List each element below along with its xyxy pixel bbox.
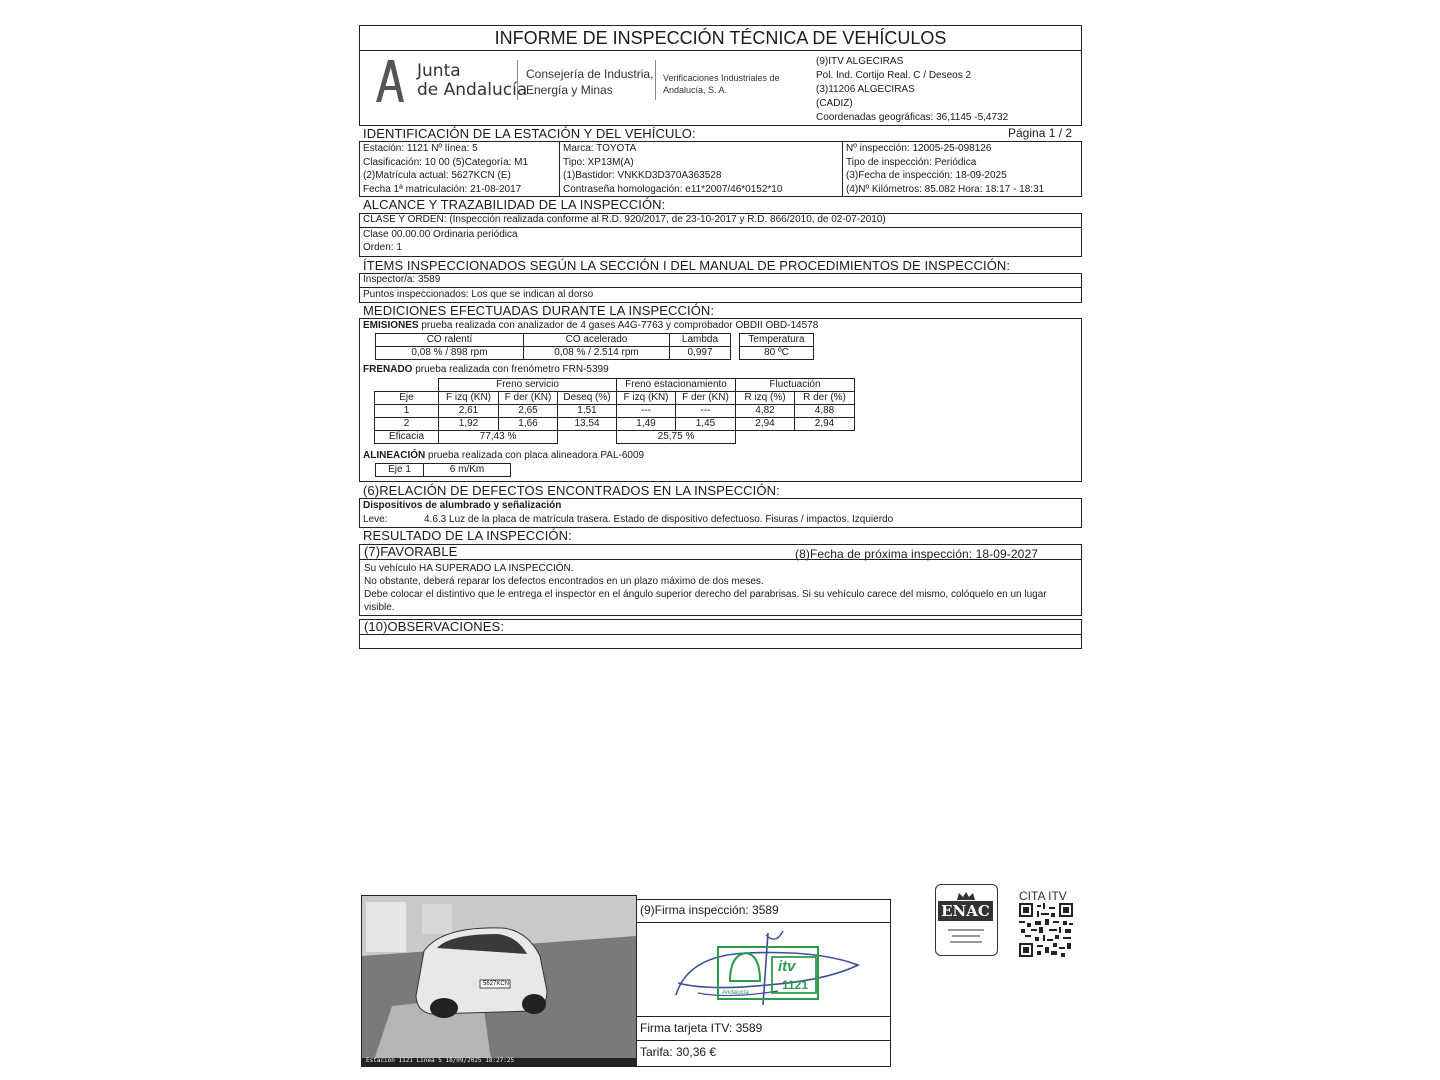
id-field: Tipo de inspección: Periódica — [846, 156, 977, 168]
frenado-group: Freno estacionamiento — [617, 379, 736, 392]
frenado-cell: 13,54 — [558, 418, 617, 431]
station-info-line: (3)11206 ALGECIRAS — [816, 84, 915, 95]
consejeria-line1: Consejería de Industria, — [526, 67, 654, 81]
stamp-itv: itv — [778, 958, 796, 975]
photo-caption: Estacion 1121 Linea 5 18/09/2025 18:27:25 — [366, 1057, 515, 1064]
station-info-line: Coordenadas geográficas: 36,1145 -5,4732 — [816, 112, 1009, 123]
section-items-heading: ÍTEMS INSPECCIONADOS SEGÚN LA SECCIÓN I DEL MANUAL DE PROCEDIMIENTOS DE INSPECCIÓN: — [363, 258, 1011, 273]
temperatura-header: Temperatura — [740, 334, 814, 347]
id-col-station — [363, 142, 528, 196]
id-field: Marca: TOYOTA — [563, 143, 637, 154]
frenado-row — [375, 418, 855, 431]
resultado-line: visible. — [364, 602, 395, 613]
frenado-cell: 4,82 — [736, 405, 795, 418]
id-field: (4)Nº Kilómetros: 85.082 Hora: 18:17 - 18:31 — [846, 183, 1045, 195]
alineacion-line — [363, 450, 644, 462]
frenado-header: R izq (%) — [736, 392, 795, 405]
id-field: Clasificación: 10 00 (5)Categoría: M1 — [363, 156, 529, 168]
frenado-row — [375, 405, 855, 418]
id-col-vehicle — [563, 142, 782, 196]
id-field: Fecha 1ª matriculación: 21-08-2017 — [363, 183, 522, 195]
enac-badge — [935, 884, 998, 956]
frenado-cell: 1 — [375, 405, 439, 418]
signature-divider — [636, 1016, 891, 1017]
frenado-cell: 1,49 — [617, 418, 676, 431]
frenado-header: F izq (KN) — [617, 392, 676, 405]
emisiones-value: 0,997 — [670, 347, 731, 360]
cita-qr-code[interactable] — [1019, 903, 1073, 957]
alineacion-table — [375, 463, 511, 477]
consejeria-line2: Energía y Minas — [526, 83, 613, 97]
logo-divider-2 — [655, 60, 656, 100]
frenado-cell: 2,94 — [736, 418, 795, 431]
photo-plate: 5627KCN — [482, 981, 509, 987]
logo-divider — [517, 60, 518, 100]
frenado-cell: --- — [617, 405, 676, 418]
temperatura-table — [739, 333, 814, 360]
junta-andalucia-logo — [372, 58, 408, 104]
logo-junta: Junta — [417, 61, 461, 81]
clase-orden: CLASE Y ORDEN: (Inspección realizada conforme al R.D. 920/2017, de 23-10-2017 y R.D. 866/2010, de 02-07-2010) — [363, 214, 886, 225]
station-info-line: Pol. Ind. Cortijo Real. C / Deseos 2 — [816, 70, 972, 81]
resultado-line: Debe colocar el distintivo que le entrega el inspector en el ángulo superior derecho del parabrisas. Si su vehículo carece del mismo, colóquelo en un lugar — [364, 589, 1047, 600]
id-field: Tipo: XP13M(A) — [563, 156, 634, 168]
frenado-group: Fluctuación — [736, 379, 855, 392]
frenado-header: Deseq (%) — [558, 392, 617, 405]
frenado-cell: 1,51 — [558, 405, 617, 418]
frenado-label: FRENADO — [363, 364, 413, 375]
crown-icon — [956, 888, 976, 898]
alineacion-value: 6 m/Km — [424, 464, 511, 477]
resultado-line: Su vehículo HA SUPERADO LA INSPECCIÓN. — [364, 563, 574, 574]
items-divider — [359, 287, 1082, 288]
frenado-cell: 2 — [375, 418, 439, 431]
orden: Orden: 1 — [363, 242, 402, 253]
enac-fine-print — [944, 927, 988, 947]
frenado-cell: --- — [676, 405, 736, 418]
inspector-signature — [668, 925, 868, 1015]
header-title-rule — [359, 50, 1082, 51]
emisiones-value: 0,08 % / 2.514 rpm — [524, 347, 670, 360]
frenado-header: Eje — [375, 392, 439, 405]
emisiones-header: Lambda — [670, 334, 731, 347]
id-field: (3)Fecha de inspección: 18-09-2025 — [846, 170, 1007, 181]
emisiones-label: EMISIONES — [363, 320, 419, 331]
emisiones-header: CO ralentí — [376, 334, 524, 347]
signature-divider — [636, 1040, 891, 1041]
section-observaciones-heading: (10)OBSERVACIONES: — [364, 619, 505, 634]
section-identificacion-heading: IDENTIFICACIÓN DE LA ESTACIÓN Y DEL VEHÍCULO: — [363, 126, 696, 141]
eficacia-estacionamiento: 25,75 % — [617, 431, 736, 444]
frenado-cell: 4,88 — [795, 405, 855, 418]
eficacia-servicio: 77,43 % — [439, 431, 558, 444]
section-alcance-heading: ALCANCE Y TRAZABILIDAD DE LA INSPECCIÓN: — [363, 197, 666, 212]
eficacia-label: Eficacia — [375, 431, 439, 444]
vehicle-photo — [361, 895, 637, 1067]
station-info — [816, 55, 1008, 125]
id-col-divider — [842, 141, 843, 197]
tarifa: Tarifa: 30,36 € — [640, 1045, 717, 1059]
frenado-cell: 1,92 — [439, 418, 499, 431]
emisiones-table — [375, 333, 731, 360]
verificaciones-line1: Verificaciones Industriales de — [663, 73, 780, 83]
alineacion-label: ALINEACIÓN — [363, 450, 426, 461]
section-resultado-heading: RESULTADO DE LA INSPECCIÓN: — [363, 528, 572, 543]
puntos-inspeccionados: Puntos inspeccionados: Los que se indican al dorso — [363, 289, 594, 300]
proxima-inspeccion: (8)Fecha de próxima inspección: 18-09-2027 — [795, 547, 1038, 561]
station-info-line: (CADIZ) — [816, 98, 853, 109]
logo-andalucia: de Andalucía — [417, 80, 528, 100]
stamp-andalucia: Andalucía — [722, 990, 749, 996]
id-field: (1)Bastidor: VNKKD3D370A363528 — [563, 170, 722, 181]
frenado-cell: 2,61 — [439, 405, 499, 418]
alineacion-text: prueba realizada con placa alineadora PAL-6009 — [425, 450, 645, 461]
frenado-header: F izq (KN) — [439, 392, 499, 405]
frenado-cell: 2,65 — [499, 405, 558, 418]
enac-label: ENAC — [941, 902, 990, 920]
firma-inspeccion: (9)Firma inspección: 3589 — [640, 903, 779, 917]
temperatura-value: 80 ºC — [740, 347, 814, 360]
section-defectos-heading: (6)RELACIÓN DE DEFECTOS ENCONTRADOS EN LA INSPECCIÓN: — [363, 483, 780, 498]
emisiones-value: 0,08 % / 898 rpm — [376, 347, 524, 360]
id-field: Estación: 1121 Nº línea: 5 — [363, 143, 478, 154]
resultado-text — [364, 562, 1078, 614]
station-info-line: (9)ITV ALGECIRAS — [816, 56, 904, 67]
defecto-category: Dispositivos de alumbrado y señalización — [363, 500, 562, 511]
emisiones-text: prueba realizada con analizador de 4 gases A4G-7763 y comprobador OBDII OBD-14578 — [418, 320, 819, 331]
firma-tarjeta: Firma tarjeta ITV: 3589 — [640, 1021, 763, 1035]
frenado-header: R der (%) — [795, 392, 855, 405]
stamp-number: 1121 — [782, 978, 809, 992]
id-col-divider — [559, 141, 560, 197]
frenado-text: prueba realizada con frenómetro FRN-5399 — [412, 364, 609, 375]
id-field: (2)Matrícula actual: 5627KCN (E) — [363, 170, 511, 181]
frenado-group: Freno servicio — [439, 379, 617, 392]
frenado-cell: 2,94 — [795, 418, 855, 431]
observaciones-divider — [359, 634, 1082, 635]
id-col-inspection — [846, 142, 1044, 196]
signature-divider — [636, 922, 891, 923]
alineacion-eje: Eje 1 — [376, 464, 424, 477]
id-field: Nº inspección: 12005-25-098126 — [846, 143, 992, 154]
resultado-favorable: (7)FAVORABLE — [364, 544, 458, 559]
document-title: INFORME DE INSPECCIÓN TÉCNICA DE VEHÍCULOS — [494, 28, 947, 48]
id-field: Contraseña homologación: e11*2007/46*0152*10 — [563, 183, 783, 195]
inspector: Inspector/a: 3589 — [363, 274, 441, 285]
frenado-table — [374, 378, 855, 444]
section-mediciones-heading: MEDICIONES EFECTUADAS DURANTE LA INSPECCIÓN: — [363, 303, 715, 318]
emisiones-header: CO acelerado — [524, 334, 670, 347]
frenado-line — [363, 364, 609, 376]
cita-itv-label: CITA ITV — [1019, 889, 1067, 903]
emisiones-line — [363, 320, 818, 332]
resultado-line: No obstante, deberá reparar los defectos encontrados en un plazo máximo de dos meses. — [364, 576, 764, 587]
frenado-cell: 1,45 — [676, 418, 736, 431]
page-number: Página 1 / 2 — [1008, 126, 1073, 140]
defecto-level: Leve: — [363, 514, 388, 525]
frenado-header: F der (KN) — [676, 392, 736, 405]
frenado-cell: 1,66 — [499, 418, 558, 431]
verificaciones-line2: Andalucía, S. A. — [663, 85, 728, 95]
defecto-text: 4.6.3 Luz de la placa de matrícula trasera. Estado de dispositivo defectuoso. Fisuras / impactos. Izquierdo — [424, 514, 894, 525]
frenado-header: F der (KN) — [499, 392, 558, 405]
clase: Clase 00.00.00 Ordinaria periódica — [363, 229, 518, 240]
alcance-divider — [359, 227, 1082, 228]
